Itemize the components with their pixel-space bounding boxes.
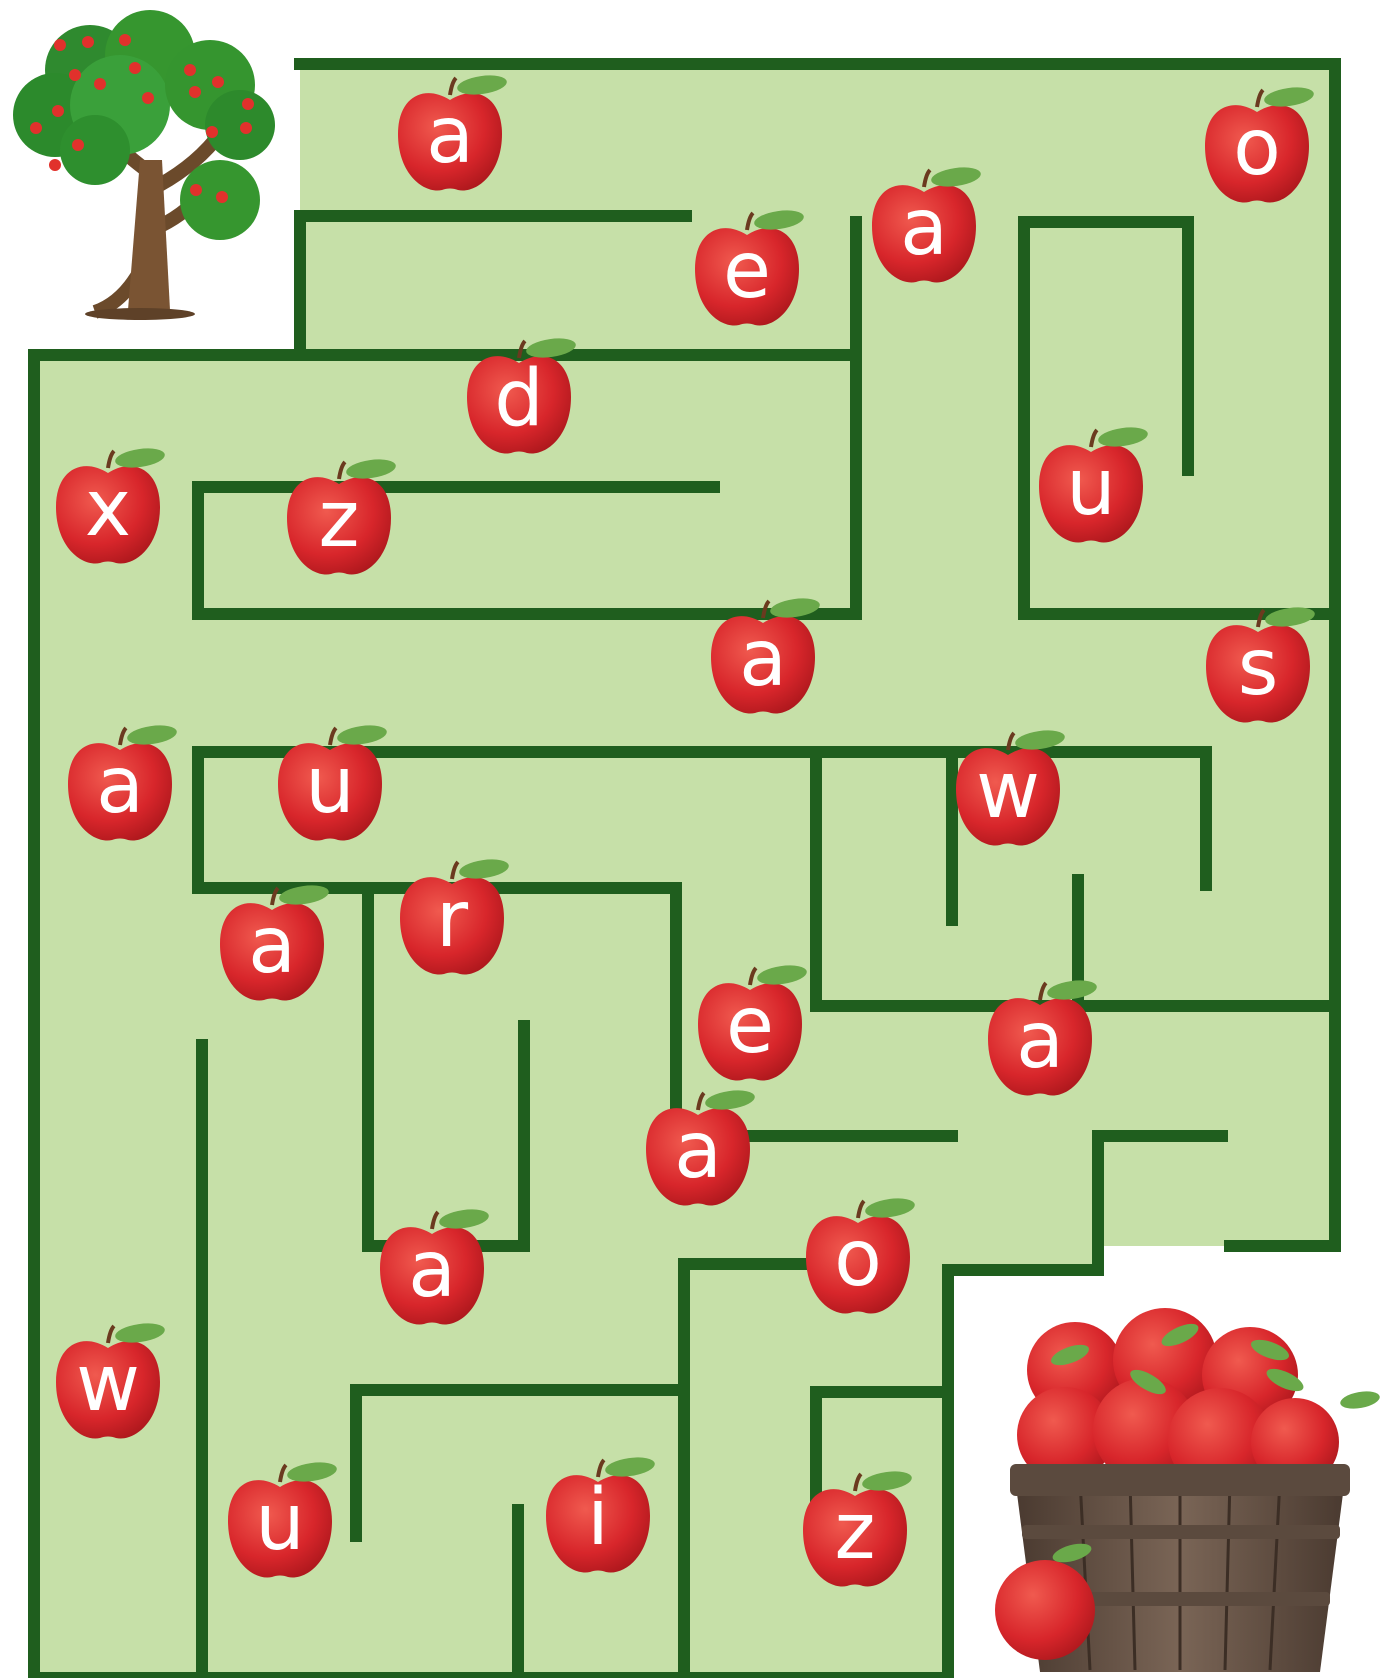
apple-tree-image xyxy=(13,10,275,320)
apple-letter: a xyxy=(248,901,296,991)
apple-letter: a xyxy=(408,1225,456,1315)
apple-letter: w xyxy=(976,746,1040,836)
apple-letter: r xyxy=(435,875,469,965)
apple-letter: o xyxy=(834,1214,882,1304)
apple-basket-image xyxy=(995,1308,1381,1672)
apple-letter: z xyxy=(318,475,360,565)
apple-letter: a xyxy=(739,614,787,704)
apple-letter: a xyxy=(1016,996,1064,1086)
apple-letter: o xyxy=(1233,103,1281,193)
apple-letter: z xyxy=(834,1487,876,1577)
apple-letter: u xyxy=(255,1478,305,1568)
apple-letter: a xyxy=(96,741,144,831)
apple-letter: w xyxy=(76,1339,140,1429)
apple-letter: d xyxy=(494,354,544,444)
apple-letter: x xyxy=(84,464,132,554)
apple-letter: u xyxy=(1066,443,1116,533)
apple-letter: a xyxy=(426,91,474,181)
apple-letter: e xyxy=(726,981,774,1071)
apple-letter: e xyxy=(723,226,771,316)
apple-letter: s xyxy=(1237,623,1279,713)
apple-letter: a xyxy=(674,1106,722,1196)
apple-letter: a xyxy=(900,183,948,273)
apple-letter: u xyxy=(305,741,355,831)
apple-letter: i xyxy=(587,1473,609,1563)
